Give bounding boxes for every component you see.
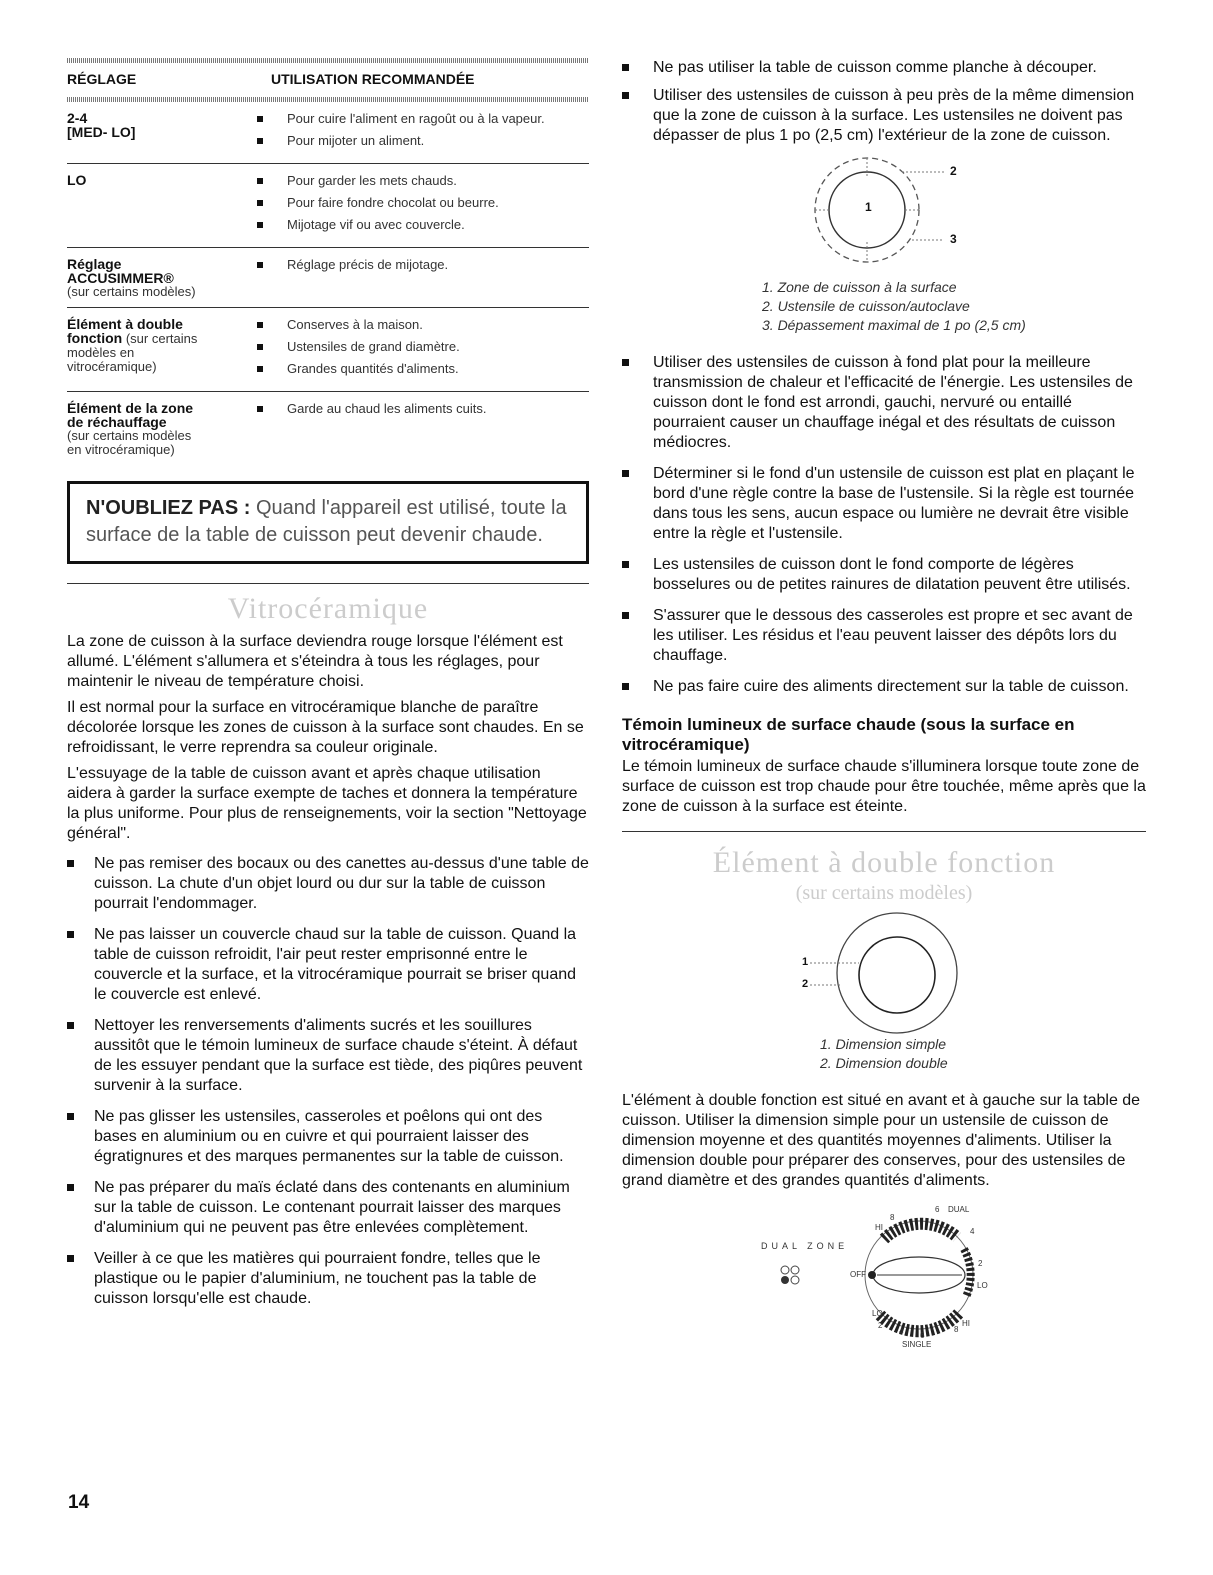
bullet-item: Ne pas laisser un couvercle chaud sur la table de cuisson. Quand la table de cuisson refroidit, l'air peut rester emprisonné entre le couvercle et la surface, et la vitrocéramique pourrait se briser quand le couvercle est enlevé. (67, 925, 589, 1005)
setting-note: modèles en (67, 345, 135, 360)
cookware-figure (622, 150, 1146, 278)
knob-single-label: SINGLE (902, 1340, 932, 1349)
knob-off-label: OFF (850, 1270, 866, 1279)
setting-label: ACCUSIMMER® (67, 270, 174, 286)
setting-note: (sur certains (125, 331, 198, 346)
usage-item: Pour faire fondre chocolat ou beurre. (257, 195, 589, 210)
dual-element-figure (622, 905, 1146, 1035)
bullet-item: Utiliser des ustensiles de cuisson à fond plat pour la meilleure transmission de chaleur et l'efficacité de l'énergie. Les ustensiles de cuisson dont le fond est arrondi, gauchi, nervuré ou entaillé pourraient causer un chauffage inégal et des résultats de cuisson médiocres. (622, 353, 1146, 453)
setting-label: Élément à double (67, 316, 183, 332)
table-row (67, 247, 589, 307)
table-row (67, 307, 589, 391)
left-column (67, 58, 589, 1320)
header-setting: RÉGLAGE (67, 71, 137, 87)
warning-lead: N'OUBLIEZ PAS : (86, 497, 251, 519)
knob-hi-label: HI (962, 1319, 970, 1328)
bullet-item: Ne pas remiser des bocaux ou des canettes au-dessus d'une table de cuisson. La chute d'un objet lourd ou dur sur la table de cuisson pourrait l'endommager. (67, 854, 589, 914)
table-row (67, 102, 589, 163)
section-subtitle-dual: (sur certains modèles) (795, 882, 973, 904)
knob-lo-label: LO (977, 1281, 988, 1290)
page-number: 14 (68, 1492, 90, 1513)
bullet-item: Les ustensiles de cuisson dont le fond comporte de légères bosselures ou de petites rainures de dilatation peuvent être utilisés. (622, 555, 1146, 595)
usage-item: Conserves à la maison. (257, 317, 589, 332)
hot-surface-heading: Témoin lumineux de surface chaude (sous la surface en vitrocéramique) (622, 715, 1075, 754)
knob-number: 8 (954, 1325, 959, 1334)
setting-label: fonction (67, 330, 123, 346)
figure-caption: 1. Dimension simple (820, 1036, 947, 1052)
knob-number: 6 (920, 1331, 925, 1340)
usage-item: Grandes quantités d'aliments. (257, 361, 589, 376)
figure-caption: 2. Dimension double (820, 1055, 948, 1071)
knob-dual-label: DUAL (948, 1205, 970, 1214)
figure-label: 1 (802, 956, 809, 968)
setting-label: Élément de la zone (67, 400, 194, 416)
figure-captions (762, 278, 1146, 335)
paragraph: Il est normal pour la surface en vitrocéramique blanche de paraître décolorée lorsque les zones de cuisson à la surface sont chaudes. En se refroidissant, le verre reprendra sa couleur originale. (67, 699, 584, 756)
usage-item: Pour cuire l'aliment en ragoût ou à la vapeur. (257, 111, 589, 126)
setting-label: Réglage (67, 256, 122, 272)
usage-item: Garde au chaud les aliments cuits. (257, 401, 589, 416)
knob-number: 2 (878, 1321, 883, 1330)
knob-number: 2 (978, 1259, 983, 1268)
bullet-item: Nettoyer les renversements d'aliments sucrés et les souillures aussitôt que le témoin lumineux de surface chaude s'éteint. À défaut de les essuyer pendant que la surface est tiède, des piqûres peuvent survenir à la surface. (67, 1016, 589, 1096)
figure-label: 1 (865, 200, 872, 214)
setting-note: (sur certains modèles (67, 428, 192, 443)
cookware-diagram (622, 150, 1146, 278)
figure-label: 3 (950, 232, 957, 246)
usage-item: Réglage précis de mijotage. (257, 257, 589, 272)
setting-label: de réchauffage (67, 414, 167, 430)
knob-number: 4 (899, 1327, 904, 1336)
figure-caption: 2. Ustensile de cuisson/autoclave (762, 298, 970, 314)
figure-caption: 3. Dépassement maximal de 1 po (2,5 cm) (762, 317, 1026, 333)
warning-box (67, 481, 589, 564)
right-column (622, 58, 1146, 1357)
dual-element-diagram (622, 905, 1146, 1035)
figure-label: 2 (950, 164, 957, 178)
knob-brand: DUAL ZONE (761, 1241, 849, 1251)
knob-number: 8 (890, 1213, 895, 1222)
bullet-item: Déterminer si le fond d'un ustensile de cuisson est plat en plaçant le bord d'une règle contre la base de l'ustensile. Si la règle est tournée dans tous les sens, aucun espace ou lumière ne devrait être visible entre la règle et l'ustensile. (622, 464, 1146, 544)
usage-item: Pour garder les mets chauds. (257, 173, 589, 188)
paragraph: L'élément à double fonction est situé en avant et à gauche sur la table de cuisson. Utiliser la dimension simple pour un ustensile de cuisson de dimension moyenne et des quantités moyennes d'aliments. Utiliser la dimension double pour préparer des conserves, pour des ustensiles de grand diamètre et des grandes quantités d'aliments. (622, 1092, 1141, 1189)
bullet-item: Ne pas faire cuire des aliments directement sur la table de cuisson. (622, 677, 1146, 697)
bullet-item: Utiliser des ustensiles de cuisson à peu près de la même dimension que la zone de cuisson à la surface. Les ustensiles ne doivent pas dépasser de plus 1 po (2,5 cm) l'extérieur de la zone de cuisson. (622, 86, 1146, 146)
warning-text: Quand l'appareil est utilisé, toute la surface de la table de cuisson peut devenir chaude. (86, 497, 567, 546)
section-divider (67, 583, 589, 584)
figure-label: 2 (802, 978, 809, 990)
paragraph: La zone de cuisson à la surface deviendra rouge lorsque l'élément est allumé. L'élément s'allumera et s'éteindra à tous les réglages, pour maintenir le niveau de température choisi. (67, 633, 563, 690)
figure-captions (820, 1035, 1146, 1073)
knob-icon (622, 1197, 1146, 1357)
section-title-vitro: Vitrocéramique (227, 592, 429, 625)
knob-number: 6 (935, 1205, 940, 1214)
knob-number: 4 (970, 1227, 975, 1236)
usage-item: Pour mijoter un aliment. (257, 133, 589, 148)
table-row (67, 163, 589, 247)
header-usage: UTILISATION RECOMMANDÉE (271, 71, 475, 87)
table-row (67, 391, 589, 465)
knob-lo-label: LO (872, 1309, 883, 1318)
paragraph: Le témoin lumineux de surface chaude s'illuminera lorsque toute zone de surface de cuisson est trop chaude pour être touchée, même après que la zone de cuisson à la surface est éteinte. (622, 758, 1146, 815)
knob-hi-label: HI (875, 1223, 883, 1232)
usage-item: Mijotage vif ou avec couvercle. (257, 217, 589, 232)
figure-caption: 1. Zone de cuisson à la surface (762, 279, 957, 295)
bullet-item: Veiller à ce que les matières qui pourraient fondre, telles que le plastique ou le papier d'aluminium, ne touchent pas la table de cuisson lorsqu'elle est chaude. (67, 1249, 589, 1309)
bullet-item: Ne pas glisser les ustensiles, casseroles et poêlons qui ont des bases en aluminium ou en cuivre et qui pourraient laisser des égratignures et des marques permanentes sur la table de cuisson. (67, 1107, 589, 1167)
setting-note: en vitrocéramique) (67, 442, 175, 457)
paragraph: L'essuyage de la table de cuisson avant et après chaque utilisation aidera à garder la surface exempte de taches et donnera la température la plus uniforme. Pour plus de renseignements, voir la section "Nettoyage général". (67, 765, 587, 842)
setting-note: (sur certains modèles) (67, 284, 196, 299)
table-header (67, 63, 589, 97)
setting-label: [MED- LO] (67, 124, 136, 140)
dual-zone-knob-figure (622, 1197, 1146, 1357)
section-divider (622, 831, 1146, 832)
bullet-item: Ne pas utiliser la table de cuisson comme planche à découper. (622, 58, 1146, 78)
bullet-item: S'assurer que le dessous des casseroles est propre et sec avant de les utiliser. Les résidus et l'eau peuvent laisser des dépôts lors du chauffage. (622, 606, 1146, 666)
usage-item: Ustensiles de grand diamètre. (257, 339, 589, 354)
bullet-item: Ne pas préparer du maïs éclaté dans des contenants en aluminium sur la table de cuisson. Le contenant pourrait laisser des marques d'aluminium qui ne peuvent pas être enlevées complètement. (67, 1178, 589, 1238)
section-title-dual: Élément à double fonction (712, 846, 1056, 879)
setting-label: 2-4 (67, 110, 88, 126)
setting-note: vitrocéramique) (67, 359, 157, 374)
setting-label: LO (67, 172, 87, 188)
